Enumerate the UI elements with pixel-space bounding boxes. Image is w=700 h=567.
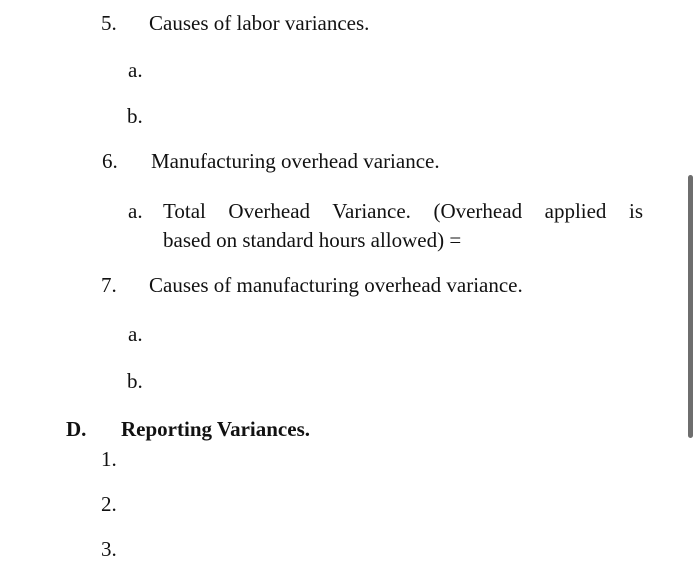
section-d-title: Reporting Variances. (121, 417, 310, 441)
item-7-number: 7. (101, 273, 117, 297)
item-7a-label: a. (128, 322, 143, 346)
item-6-heading: Manufacturing overhead variance. (151, 149, 440, 173)
item-5a-label: a. (128, 58, 143, 82)
item-7-heading: Causes of manufacturing overhead variance. (149, 273, 523, 297)
section-d-letter: D. (66, 417, 87, 441)
item-6a-label: a. (128, 199, 143, 223)
item-5-heading: Causes of labor variances. (149, 11, 370, 35)
item-7b-label: b. (127, 369, 143, 393)
item-6a-text (163, 197, 643, 255)
item-6-number: 6. (102, 149, 118, 173)
item-6a-line-1: Total Overhead Variance. (Overhead applied is (163, 199, 643, 223)
item-d3-number: 3. (101, 537, 117, 561)
item-d1-number: 1. (101, 447, 117, 471)
vertical-scrollbar-thumb[interactable] (688, 175, 693, 438)
item-5b-label: b. (127, 104, 143, 128)
item-6a-line-2: based on standard hours allowed) = (163, 228, 462, 252)
item-d2-number: 2. (101, 492, 117, 516)
item-5-number: 5. (101, 11, 117, 35)
